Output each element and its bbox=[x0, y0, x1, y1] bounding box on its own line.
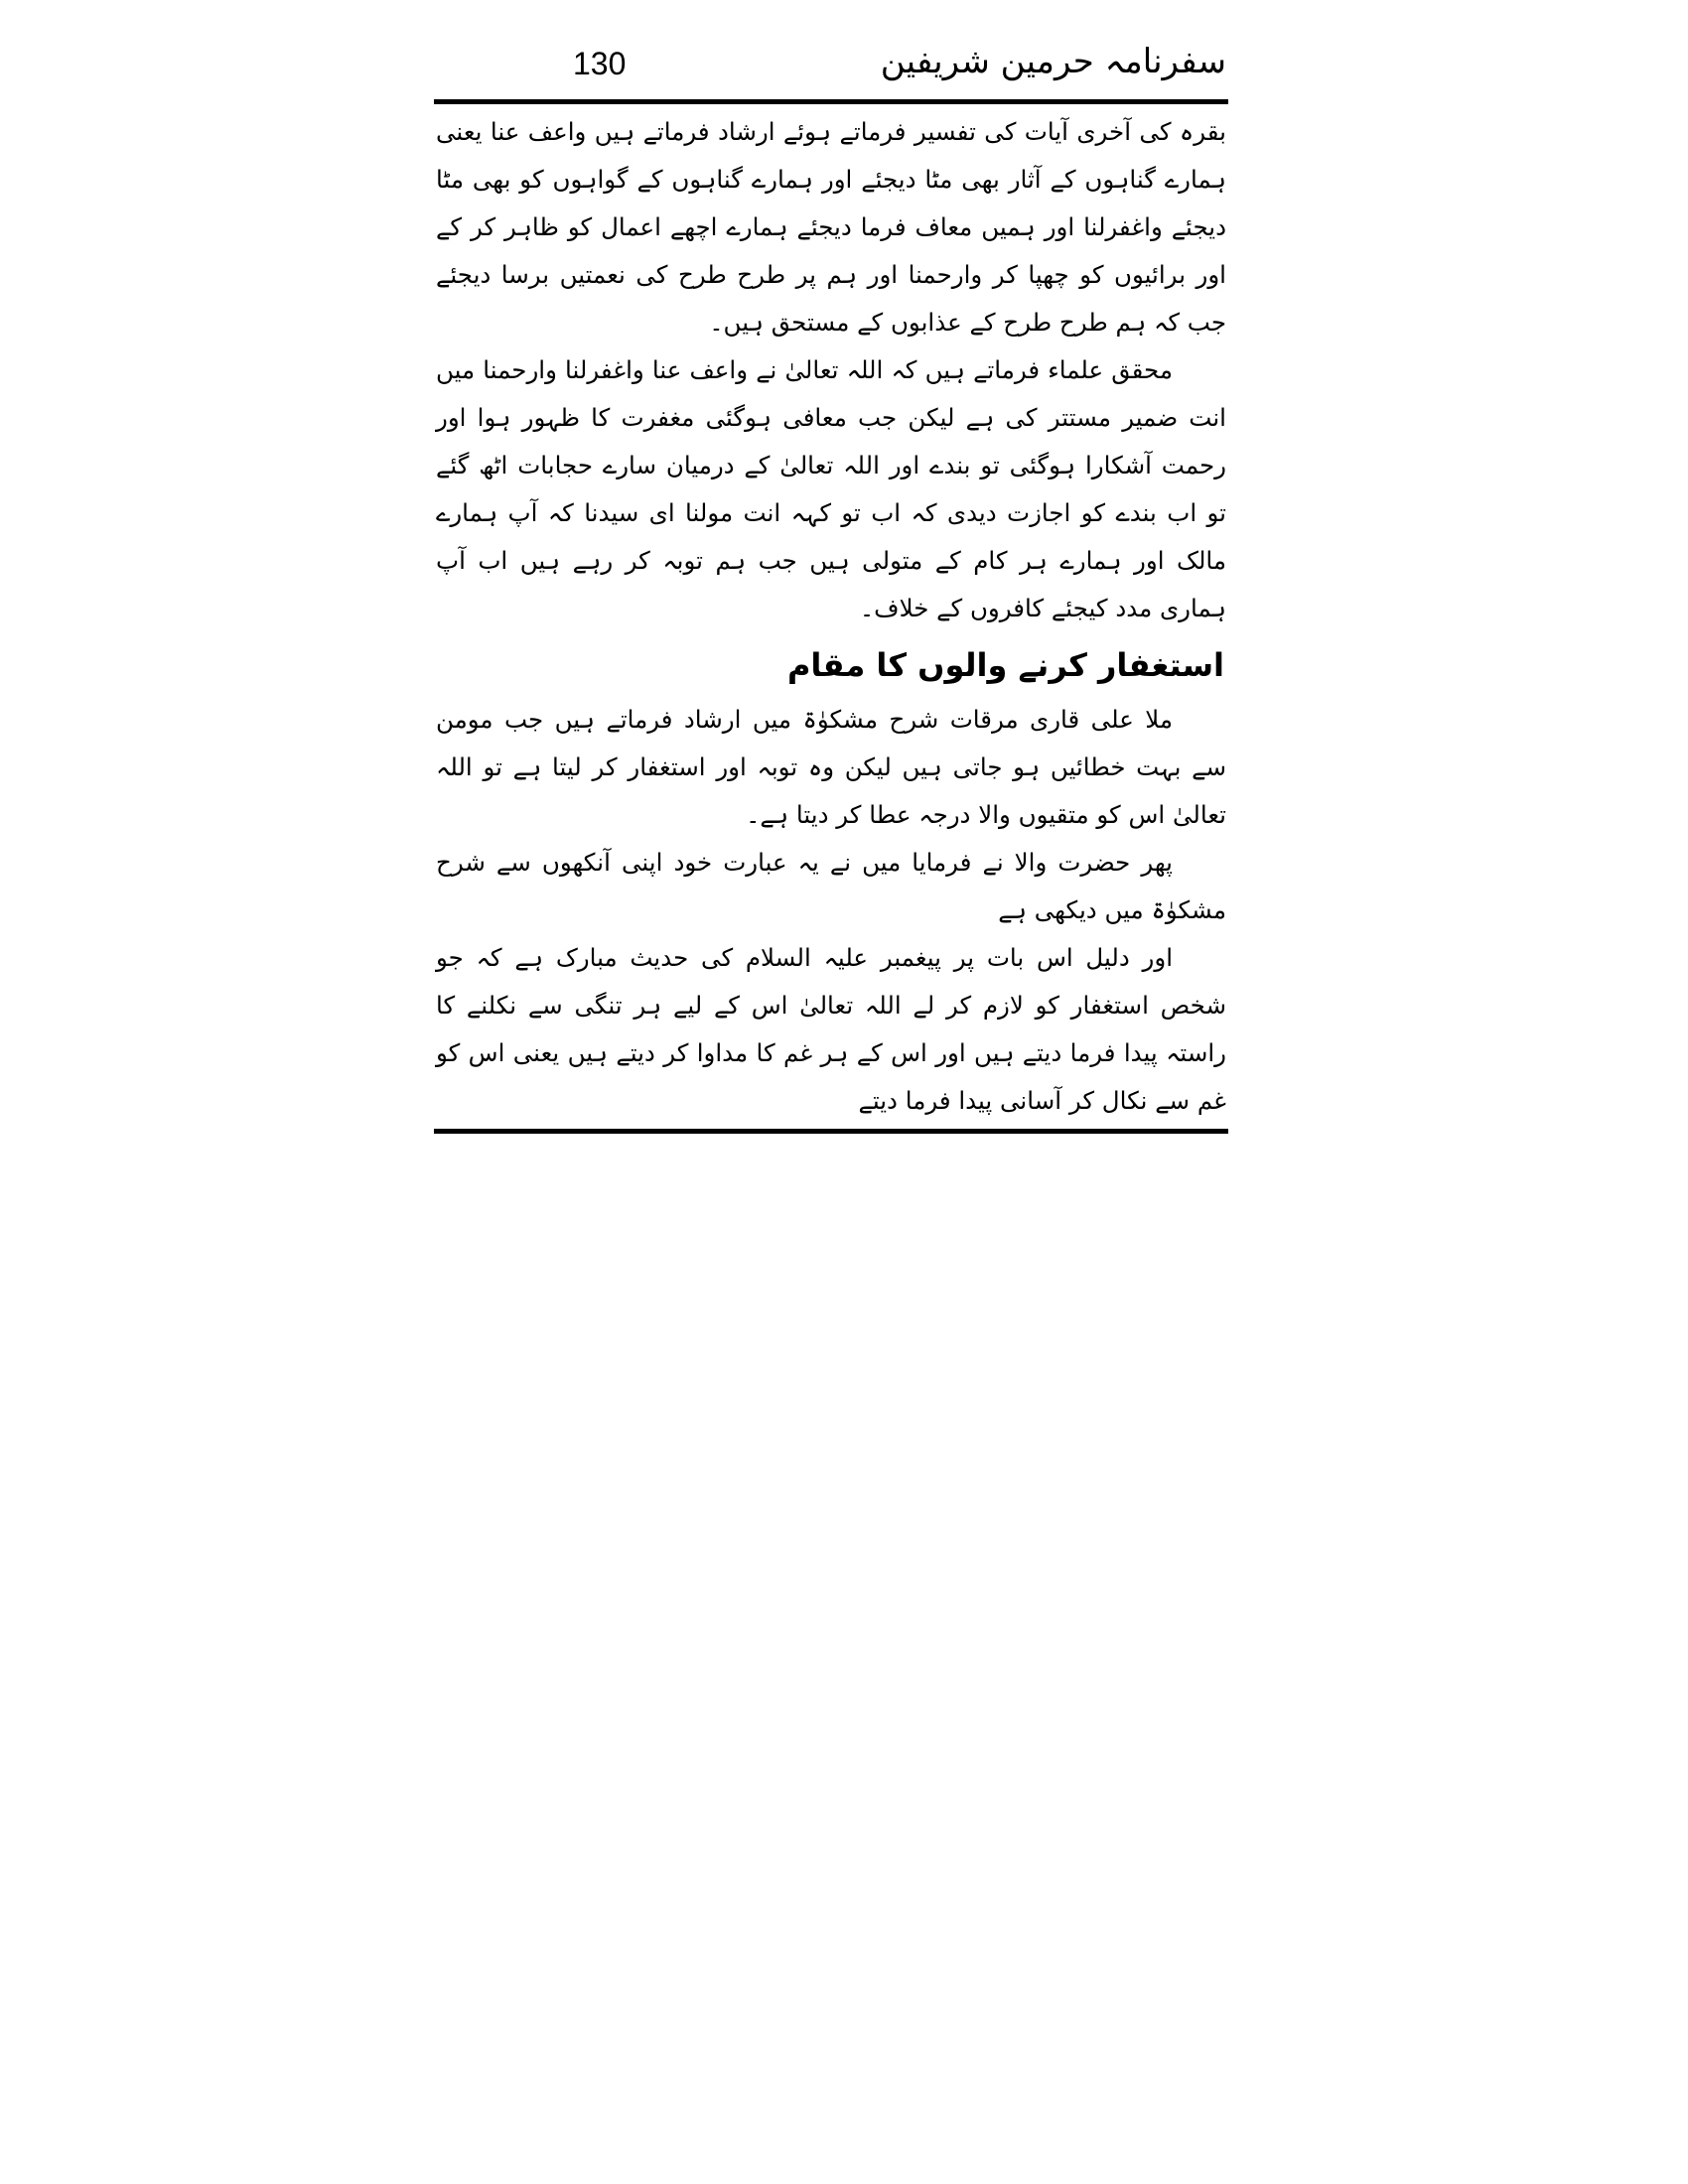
paragraph-4: پھر حضرت والا نے فرمایا میں نے یہ عبارت خود اپنی آنکھوں سے شرح مشکوٰۃ میں دیکھی ہے bbox=[436, 848, 1226, 924]
paragraph-5: اور دلیل اس بات پر پیغمبر علیہ السلام کی حدیث مبارک ہے کہ جو شخص استغفار کو لازم کر لے اللہ تعالیٰ اس کے لیے ہر تنگی سے نکلنے کا راستہ پیدا فرما دیتے ہیں اور اس کے ہر غم کا مداوا کر دیتے ہیں یعنی اس کو غم سے نکال کر آسانی پیدا فرما دیتے bbox=[436, 943, 1226, 1115]
section-heading: استغفار کرنے والوں کا مقام bbox=[786, 646, 1224, 684]
page-number: 130 bbox=[573, 46, 627, 81]
page-content-block bbox=[434, 38, 1228, 1134]
paragraph-1: بقرہ کی آخری آیات کی تفسیر فرماتے ہوئے ارشاد فرماتے ہیں واعف عنا یعنی ہمارے گناہوں کے آثار بھی مٹا دیجئے اور ہمارے گناہوں کے گواہوں کو بھی مٹا دیجئے واغفرلنا اور ہمیں معاف فرما دیجئے ہمارے اچھے اعمال کو ظاہر کر کے اور برائیوں کو چھپا کر وارحمنا اور ہم پر طرح طرح کی نعمتیں برسا دیجئے جب کہ ہم طرح طرح کے عذابوں کے مستحق ہیں۔ bbox=[436, 117, 1226, 337]
page-body bbox=[434, 104, 1228, 1125]
footer-rule bbox=[434, 1129, 1228, 1134]
book-title: سفرنامہ حرمین شریفین bbox=[880, 42, 1226, 81]
paragraph-3: ملا علی قاری مرقات شرح مشکوٰۃ میں ارشاد فرماتے ہیں جب مومن سے بہت خطائیں ہو جاتی ہیں لیکن وہ توبہ اور استغفار کر لیتا ہے تو اللہ تعالیٰ اس کو متقیوں والا درجہ عطا کر دیتا ہے۔ bbox=[436, 705, 1226, 829]
paragraph-2: محقق علماء فرماتے ہیں کہ اللہ تعالیٰ نے واعف عنا واغفرلنا وارحمنا میں انت ضمیر مستتر کی ہے لیکن جب معافی ہوگئی مغفرت کا ظہور ہوا اور رحمت آشکارا ہوگئی تو بندے اور اللہ تعالیٰ کے درمیان سارے حجابات اٹھ گئے تو اب بندے کو اجازت دیدی کہ اب تو کہہ انت مولنا ای سیدنا کہ آپ ہمارے مالک اور ہمارے ہر کام کے متولی ہیں جب ہم توبہ کر رہے ہیں اب آپ ہماری مدد کیجئے کافروں کے خلاف۔ bbox=[436, 355, 1226, 622]
page-header bbox=[434, 38, 1228, 91]
